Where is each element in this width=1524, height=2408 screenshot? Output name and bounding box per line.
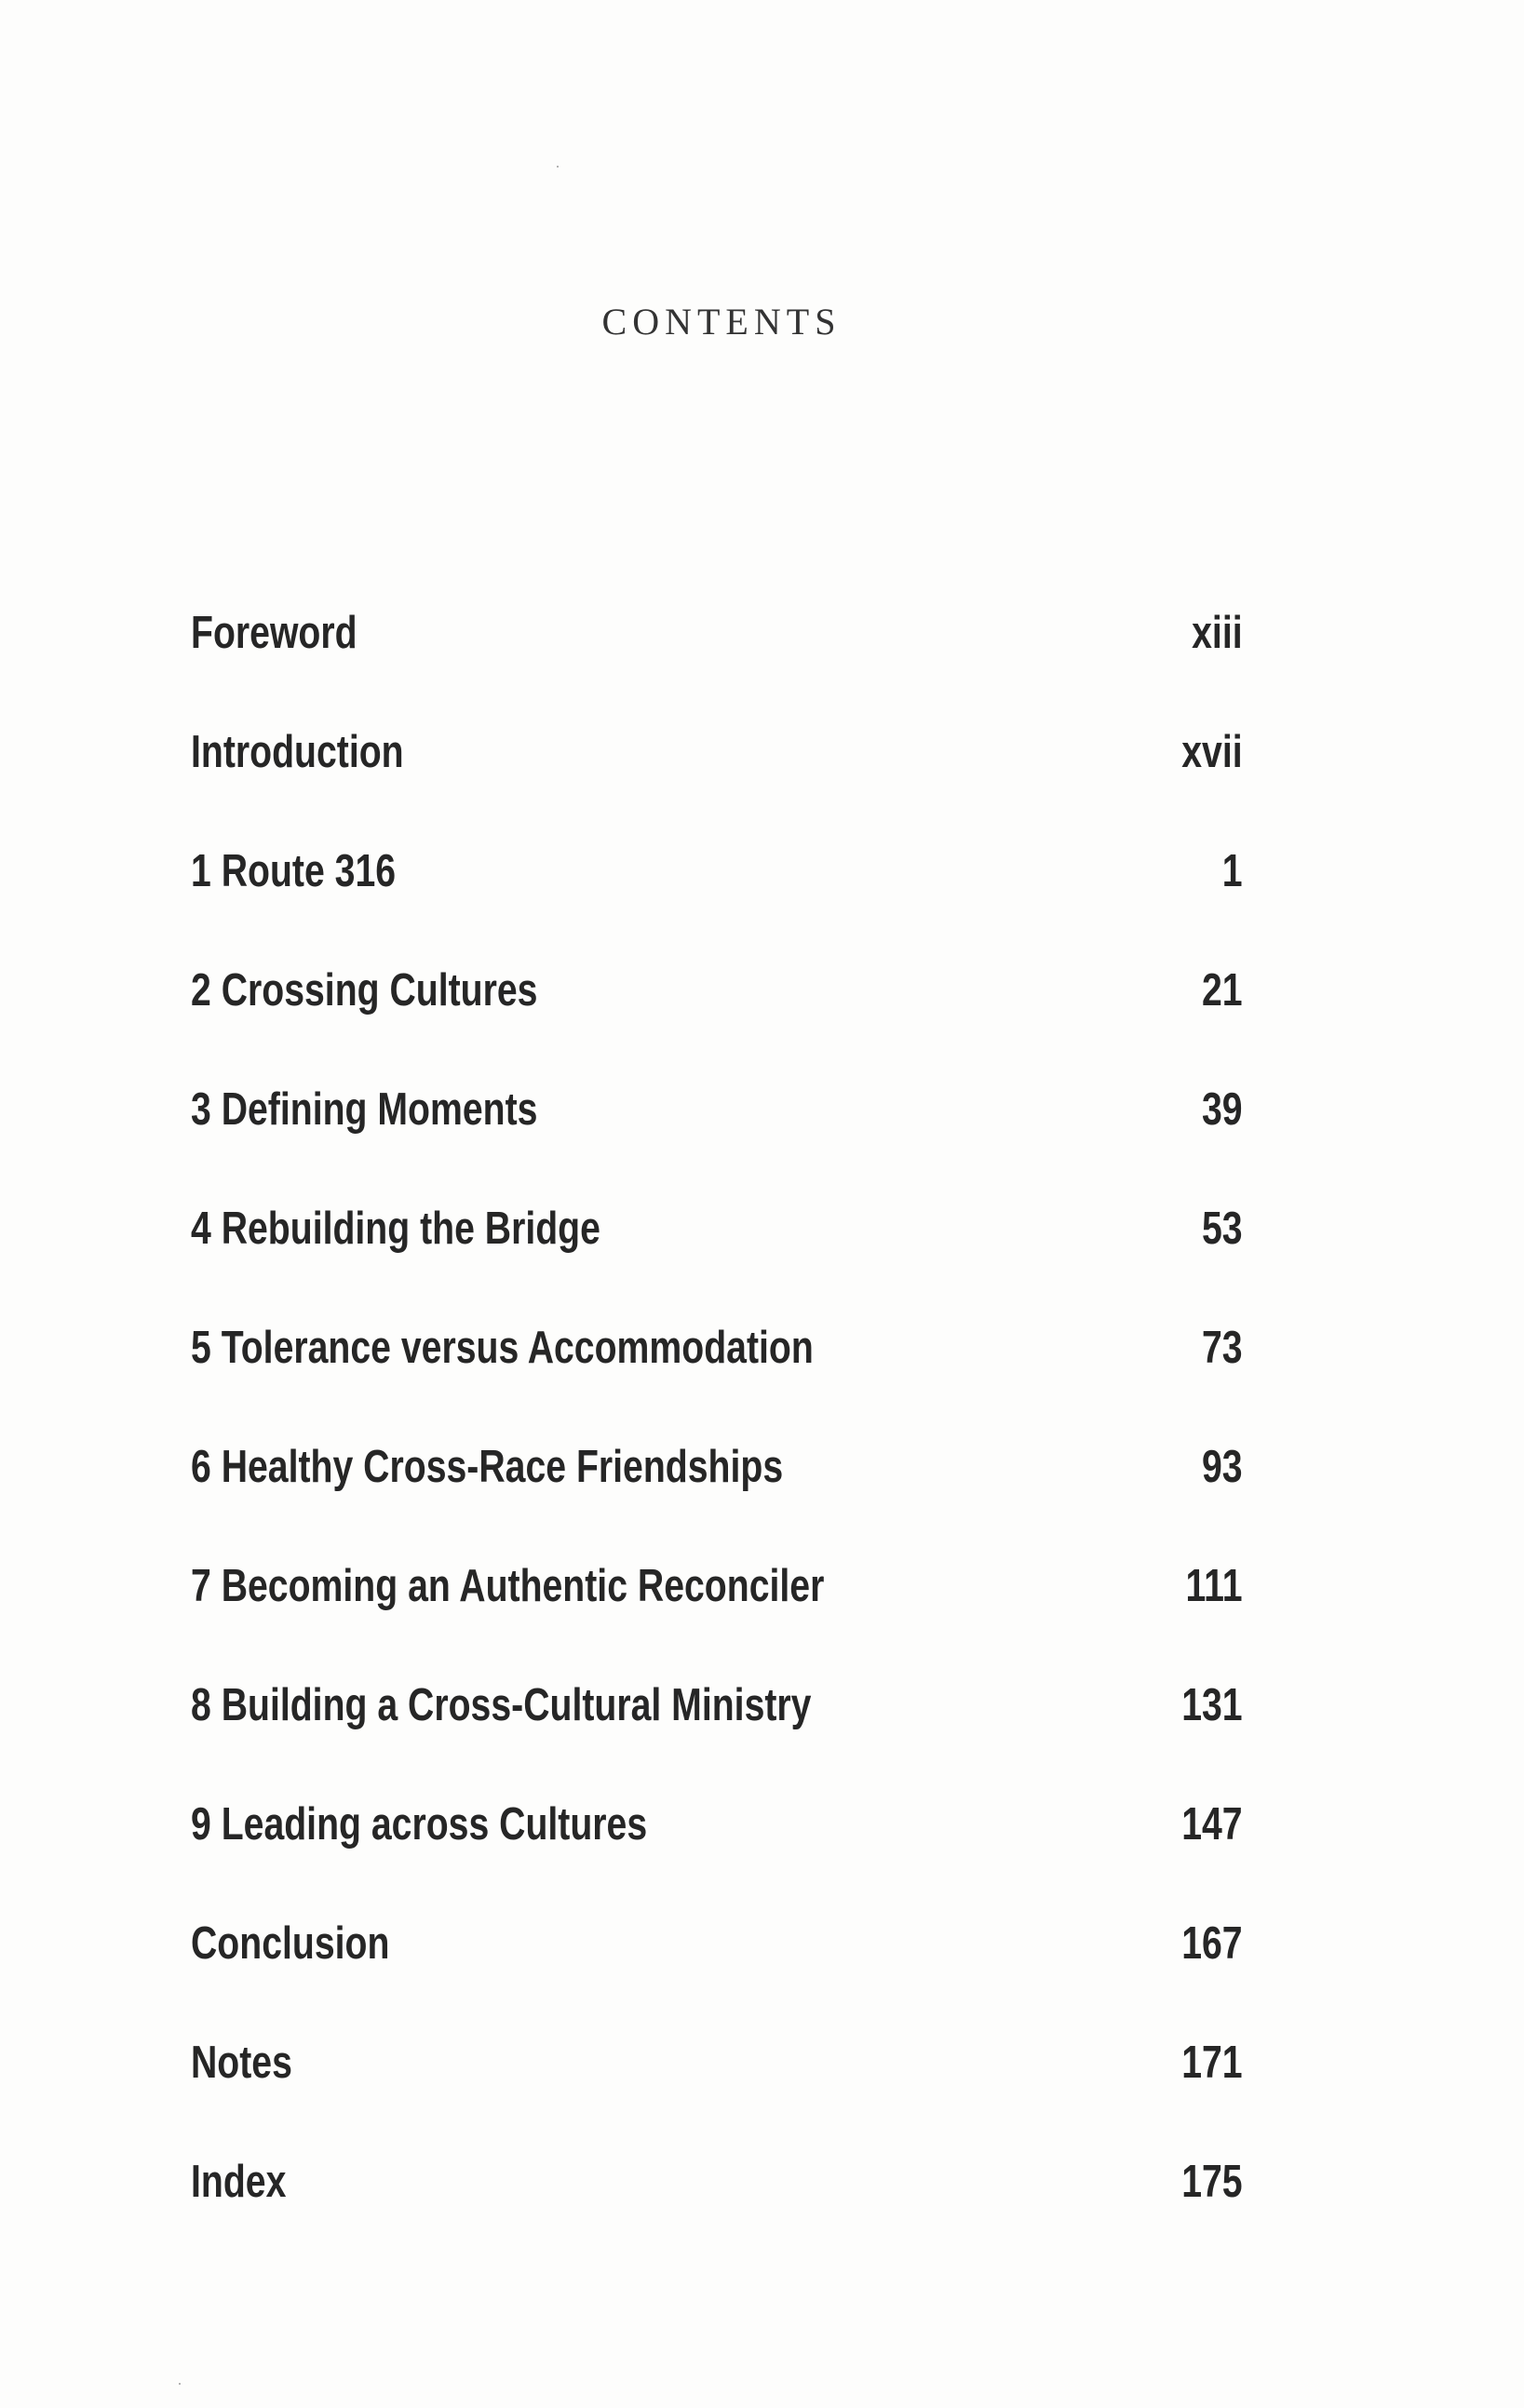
toc-entry-page-number: 167: [1181, 1918, 1243, 1969]
toc-entry-chapter-8[interactable]: [191, 1668, 1243, 1742]
toc-entry-index[interactable]: [191, 2145, 1243, 2219]
paper-speck: [557, 166, 559, 168]
toc-entry-notes[interactable]: [191, 2025, 1243, 2100]
toc-entry-title: Conclusion: [191, 1918, 390, 1969]
toc-entry-chapter-4[interactable]: [191, 1191, 1243, 1266]
toc-entry-title: Foreword: [191, 608, 357, 658]
toc-entry-title: Introduction: [191, 727, 404, 777]
toc-entry-introduction[interactable]: [191, 715, 1243, 789]
paper-speck: [179, 2383, 181, 2385]
toc-entry-page-number: 73: [1201, 1323, 1243, 1373]
toc-entry-chapter-9[interactable]: [191, 1787, 1243, 1862]
toc-entry-chapter-5[interactable]: [191, 1311, 1243, 1385]
toc-entry-title: 5 Tolerance versus Accommodation: [191, 1323, 814, 1373]
toc-entry-page-number: 1: [1221, 846, 1243, 896]
toc-entry-chapter-1[interactable]: [191, 834, 1243, 908]
toc-entry-page-number: 53: [1201, 1204, 1243, 1254]
toc-entry-title: 2 Crossing Cultures: [191, 965, 538, 1016]
toc-entry-page-number: 171: [1181, 2038, 1243, 2088]
toc-entry-page-number: 175: [1181, 2157, 1243, 2207]
table-of-contents: [191, 596, 1243, 2271]
toc-entry-chapter-3[interactable]: [191, 1072, 1243, 1147]
toc-entry-title: 4 Rebuilding the Bridge: [191, 1204, 600, 1254]
toc-entry-title: 9 Leading across Cultures: [191, 1799, 648, 1850]
toc-entry-conclusion[interactable]: [191, 1906, 1243, 1981]
toc-entry-page-number: 21: [1201, 965, 1243, 1016]
toc-entry-title: Notes: [191, 2038, 292, 2088]
toc-entry-page-number: xiii: [1192, 608, 1243, 658]
page-title: CONTENTS: [601, 301, 842, 343]
toc-entry-title: 3 Defining Moments: [191, 1084, 538, 1135]
toc-entry-chapter-2[interactable]: [191, 953, 1243, 1028]
toc-entry-title: 6 Healthy Cross-Race Friendships: [191, 1442, 784, 1492]
toc-entry-foreword[interactable]: [191, 596, 1243, 670]
toc-entry-page-number: 39: [1201, 1084, 1243, 1135]
toc-entry-page-number: 111: [1185, 1561, 1243, 1611]
toc-entry-title: 1 Route 316: [191, 846, 397, 896]
toc-entry-title: Index: [191, 2157, 287, 2207]
toc-entry-page-number: xvii: [1181, 727, 1243, 777]
toc-entry-title: 7 Becoming an Authentic Reconciler: [191, 1561, 825, 1611]
toc-entry-page-number: 131: [1181, 1680, 1243, 1730]
toc-entry-chapter-6[interactable]: [191, 1430, 1243, 1504]
toc-entry-chapter-7[interactable]: [191, 1549, 1243, 1623]
toc-entry-page-number: 93: [1201, 1442, 1243, 1492]
toc-entry-title: 8 Building a Cross-Cultural Ministry: [191, 1680, 812, 1730]
toc-entry-page-number: 147: [1181, 1799, 1243, 1850]
